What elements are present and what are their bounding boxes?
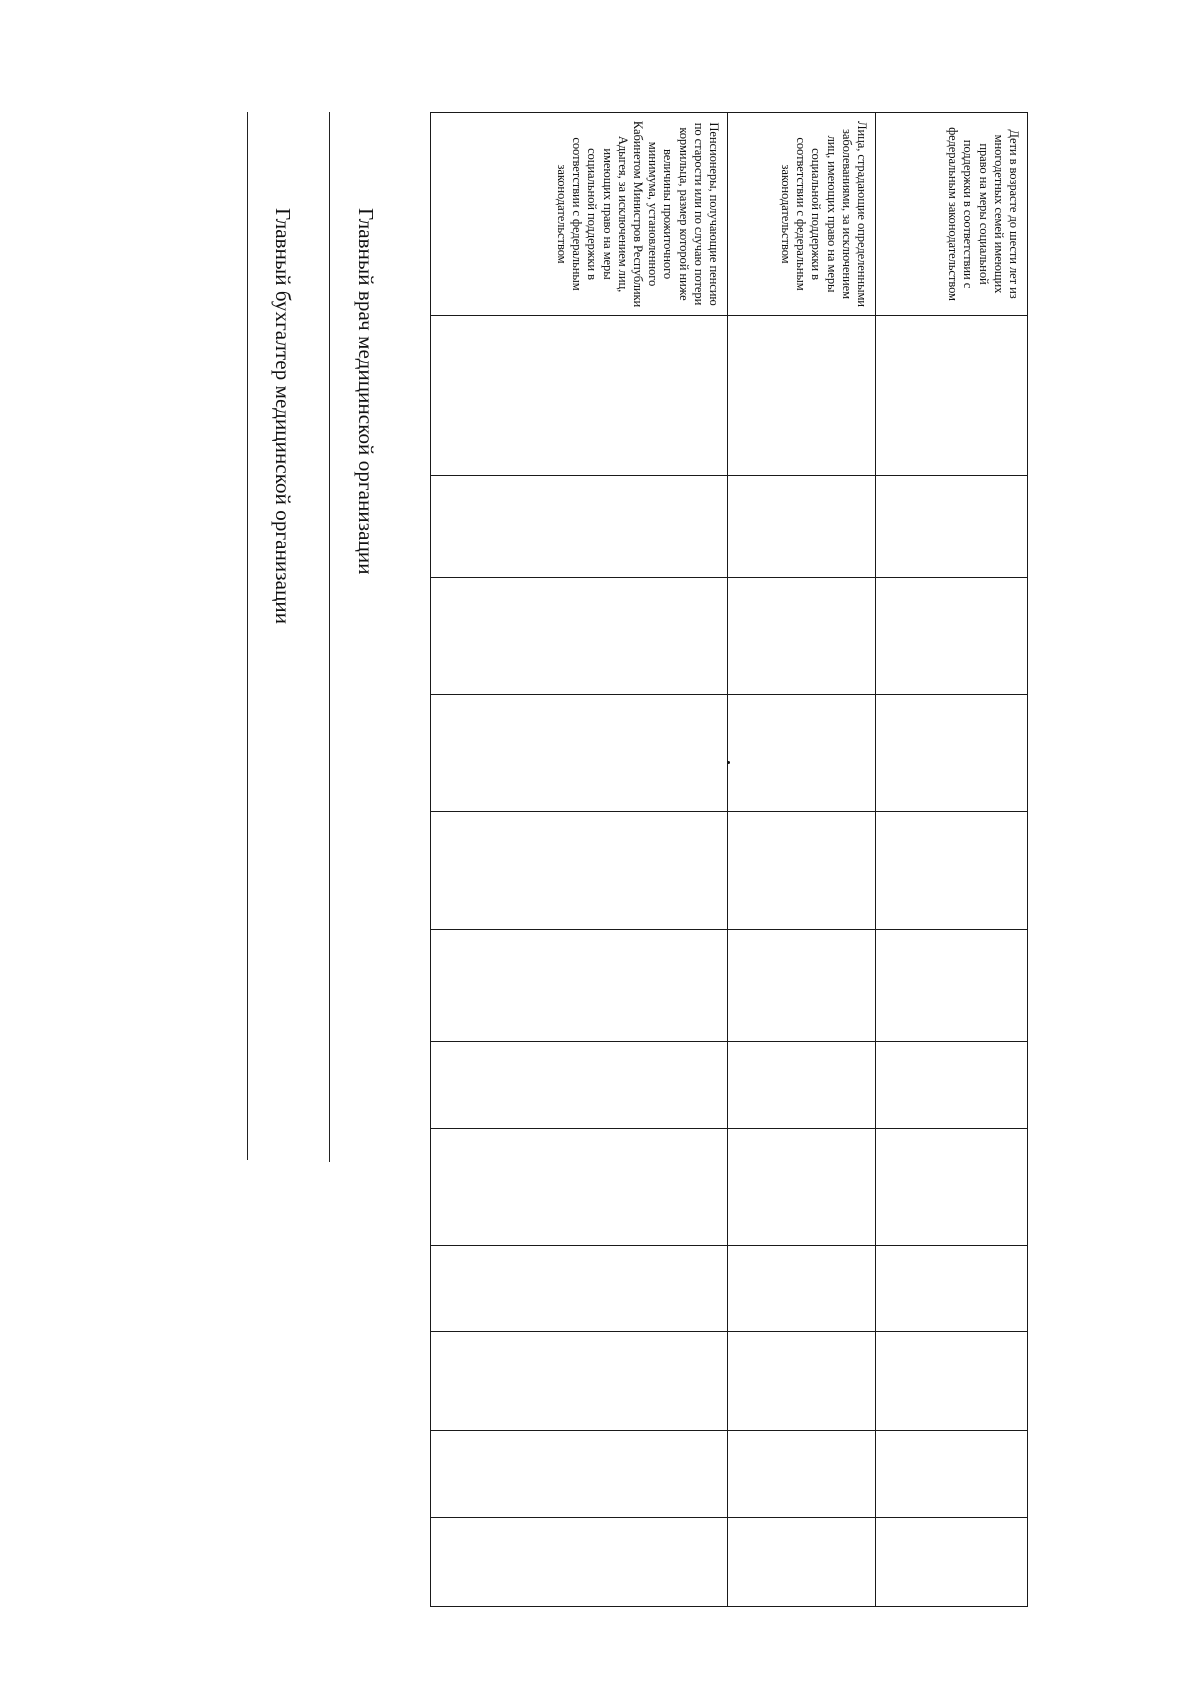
table-row: [876, 113, 1028, 1607]
table-cell: [728, 1042, 876, 1129]
table-cell: [876, 476, 1028, 578]
table-cell: [876, 1129, 1028, 1246]
rotated-content: [0, 56, 1200, 1636]
table-cell: [876, 316, 1028, 476]
table-cell: [431, 1042, 728, 1129]
table-row: [431, 113, 728, 1607]
chief-accountant-signature-line: [247, 112, 248, 1160]
table-cell: [876, 578, 1028, 695]
table-cell: [876, 1431, 1028, 1518]
chief-accountant-label: Главный бухгалтер медицинской организации: [271, 208, 295, 625]
table-cell: [728, 695, 876, 812]
category-cell-pensioners: Пенсионеры, получающие пенсию по старости или по случаю потери кормильца, размер которой ниже величины прожиточного минимума, установленного Кабинетом Министров Республики Адыгея, за исключением лиц, имеющих право на меры социальной поддержки в соответствии с федеральным законодательством: [431, 113, 728, 316]
table-cell: [431, 1129, 728, 1246]
table-cell: [728, 476, 876, 578]
table-cell: [728, 578, 876, 695]
table-cell: [431, 812, 728, 930]
table-cell: [876, 812, 1028, 930]
table-cell: [431, 695, 728, 812]
table-cell: [728, 812, 876, 930]
table-cell: [431, 930, 728, 1042]
table-cell: [876, 1518, 1028, 1607]
table-cell: [728, 1129, 876, 1246]
chief-doctor-label: Главный врач медицинской организации: [354, 208, 378, 575]
table-cell: [876, 1246, 1028, 1332]
category-cell-diseases: Лица, страдающие определенными заболеваниями, за исключением лиц, имеющих право на меры социальной поддержки в соответствии с федеральным законодательством: [728, 113, 876, 316]
chief-doctor-signature-line: [329, 112, 330, 1162]
beneficiary-table: [430, 112, 1028, 1607]
table-cell: [431, 1431, 728, 1518]
table-row: [728, 113, 876, 1607]
category-cell-large-families: Дети в возрасте до шести лет из многодетных семей имеющих право на меры социальной поддержки в соответствии с федеральным законодательством: [876, 113, 1028, 316]
table-cell: [728, 1518, 876, 1607]
table-cell: [728, 930, 876, 1042]
table-cell: [431, 476, 728, 578]
table-cell: [431, 578, 728, 695]
table-cell: [431, 1332, 728, 1431]
table-cell: [431, 316, 728, 476]
table-cell: [876, 695, 1028, 812]
table-cell: [876, 1042, 1028, 1129]
table-cell: [431, 1518, 728, 1607]
table-cell: [876, 1332, 1028, 1431]
table-cell: [876, 930, 1028, 1042]
table-cell: [728, 1332, 876, 1431]
scan-speck: [727, 761, 730, 764]
table-cell: [728, 316, 876, 476]
table-cell: [728, 1246, 876, 1332]
table-cell: [728, 1431, 876, 1518]
table-cell: [431, 1246, 728, 1332]
